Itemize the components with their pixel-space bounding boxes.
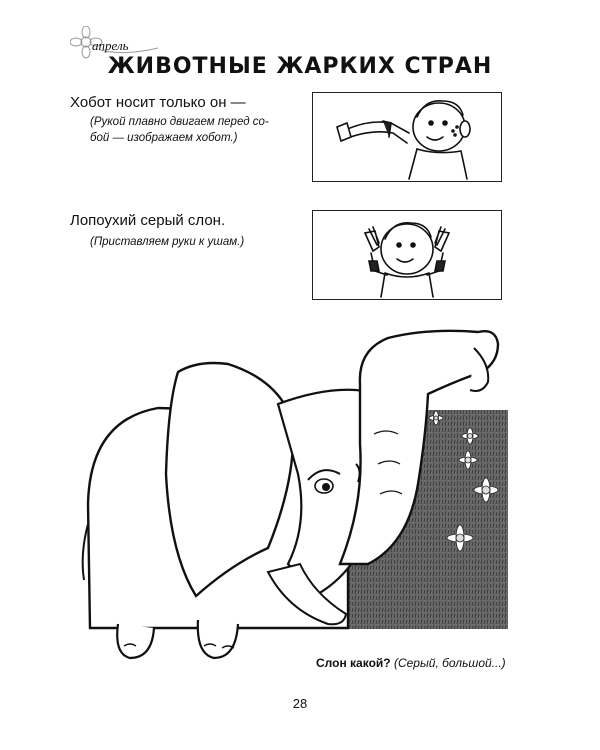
- boy-ears-gesture-illustration: [312, 210, 502, 300]
- boy-trunk-gesture-illustration: [312, 92, 502, 182]
- question-bold: Слон какой?: [316, 656, 391, 670]
- question: [316, 656, 506, 670]
- page-title: ЖИВОТНЫЕ ЖАРКИХ СТРАН: [107, 54, 493, 79]
- question-answer: (Серый, большой...): [393, 656, 506, 670]
- page-number: 28: [292, 696, 308, 711]
- verse-line-2: Лопоухий серый слон.: [70, 212, 226, 229]
- verse-line-1: Хобот носит только он —: [70, 94, 246, 111]
- elephant-illustration: [78, 324, 508, 664]
- month-label: апрель: [92, 38, 129, 53]
- verse-note-2: [90, 234, 300, 250]
- verse-note-1-line-1: (Рукой плавно двигаем перед со-: [90, 116, 269, 128]
- verse-note-2-line-1: (Приставляем руки к ушам.): [90, 236, 245, 248]
- verse-note-1: [90, 114, 300, 146]
- verse-note-1-line-2: бой — изображаем хобот.): [90, 132, 238, 144]
